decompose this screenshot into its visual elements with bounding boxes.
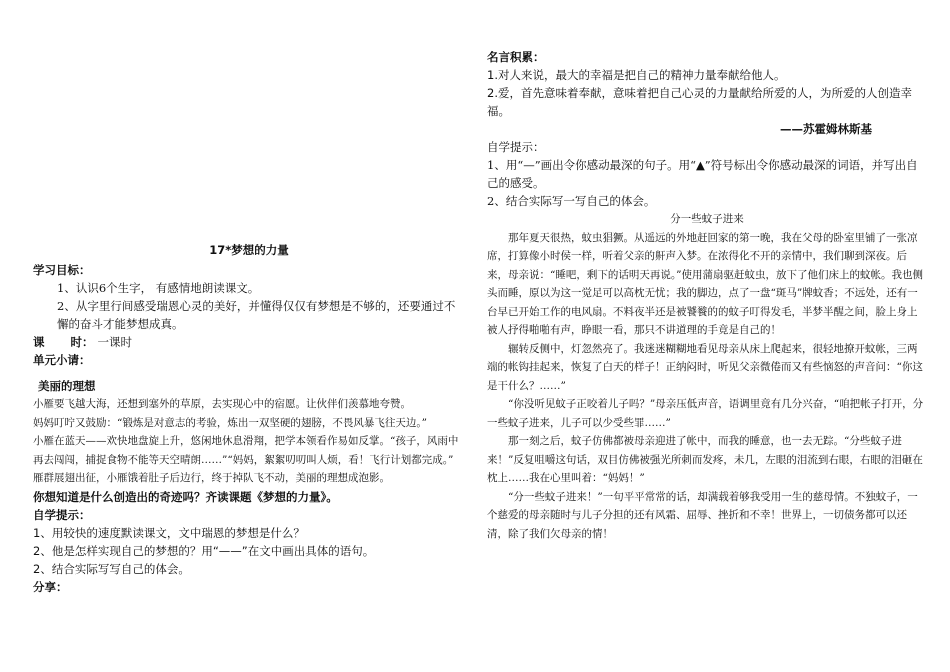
quotes-heading: 名言积累：: [487, 50, 545, 64]
essay-paragraph: “你没听见蚊子正咬着儿子吗？”母亲压低声音，语调里竟有几分兴奋，“咱把帐子打开，分一些蚊子进来，儿子可以少受些罪……”: [487, 398, 924, 429]
goals-heading: 学习目标：: [33, 263, 91, 277]
self-study-heading-right: 自学提示：: [487, 140, 545, 154]
lesson-time-label-b: 时：: [70, 335, 94, 349]
quote-1: 1.对人来说，最大的幸福是把自己的精神力量奉献给他人。: [487, 68, 786, 82]
tip-1-right: 1、用“—”画出令你感动最深的句子。用“▲”符号标出令你感动最深的词语，并写出自己的感受。: [487, 158, 918, 190]
right-column: [487, 48, 927, 543]
unit-heading: 单元小请：: [33, 353, 91, 367]
poem-stanza: 小雁要飞越大海，还想到塞外的草原，去实现心中的宿愿。让伙伴们羡慕地夸赞。: [33, 398, 411, 410]
tip-item: 2、结合实际写写自己的体会。: [33, 561, 190, 576]
tip-item: 2、他是怎样实现自己的梦想的？用“——”在文中画出具体的语句。: [33, 543, 375, 558]
lesson-time-value: 一课时: [97, 335, 133, 349]
tip-2-right: 2、结合实际写一写自己的体会。: [487, 194, 656, 208]
tip-item: 1、用较快的速度默读课文，文中瑞恩的梦想是什么？: [33, 525, 305, 540]
essay-paragraph: “分一些蚊子进来！”一句平平常常的话，却满载着够我受用一生的慈母情。不独蚊子，一个慈爱的母亲随时与儿子分担的还有风霜、屈辱、挫折和不幸！世界上，一切债务都可以还清，除了我们欠母亲的情！: [487, 490, 918, 540]
lesson-time-label-a: 课: [33, 335, 45, 349]
essay-paragraph: 那一刻之后，蚊子仿佛都被母亲迎进了帐中，而我的睡意，也一去无踪。“分些蚊子进来！”反复咀嚼这句话，双目仿佛被强光所刺而发疼，未几，左眼的泪流到右眼，右眼的泪砸在枕上……我在心里叫着：“妈妈！”: [487, 435, 923, 484]
self-study-heading: 自学提示：: [33, 507, 91, 522]
poem-stanza: 妈妈叮咛又鼓励：“锻炼是对意志的考验，炼出一双坚硬的翅膀，不畏风暴飞往天边。”: [33, 416, 427, 429]
intro-question: 你想知道是什么创造出的奇迹吗？齐读课题《梦想的力量》。: [33, 489, 338, 504]
essay-paragraph: 辗转反侧中，灯忽然亮了。我迷迷糊糊地看见母亲从床上爬起来，很轻地撩开蚊帐，三两端的帐钩挂起来，恢复了白天的样子！正纳闷时，听见父亲微倦而又有些恼怒的声音问：“你这是干什么？……”: [487, 342, 923, 392]
goal-1: 1、认识6个生字， 有感情地朗读课文。: [57, 281, 260, 295]
poem-title: 美丽的理想: [38, 379, 96, 393]
essay-title: 分一些蚊子进来: [670, 213, 744, 225]
share-heading: 分享：: [33, 579, 68, 594]
quote-attribution: ——苏霍姆林斯基: [780, 122, 872, 136]
poem-stanza: 雁群展翅出征，小雁饿着肚子后边行，终于掉队飞不动，美丽的理想成泡影。: [33, 472, 390, 484]
lesson-title: 17*梦想的力量: [209, 243, 289, 257]
goal-2: 2、从字里行间感受瑞恩心灵的美好，并懂得仅仅有梦想是不够的，还要通过不懈的奋斗才能梦想成真。: [57, 299, 456, 331]
left-column: [33, 241, 465, 596]
poem-stanza: 小雁在蓝天——欢快地盘旋上升，悠闲地休息滑翔，把学本领看作易如反掌。“孩子，风雨中再去闯闯，捕捉食物不能等天空晴朗……”“妈妈，絮絮叨叨叫人烦，看！飞行计划都完成。”: [33, 435, 459, 466]
quote-2: 2.爱，首先意味着奉献，意味着把自己心灵的力量献给所爱的人，为所爱的人创造幸福。: [487, 86, 912, 118]
essay-paragraph: 那年夏天很热，蚊虫猖獗。从遥远的外地赶回家的第一晚，我在父母的卧室里铺了一张凉席，打算像小时侯一样，听着父亲的鼾声入梦。在浓得化不开的亲情中，我们聊到深夜。后来，母亲说：“睡吧，剩下的话明天再说。”使用蒲扇驱赶蚊虫，放下了他们床上的蚊帐。我也侧头而睡，原以为这一觉足可以高枕无忧；我的脚边，点了一盘“斑马”牌蚊香；不远处，还有一台早已开始工作的电风扇。不料夜半还是被饕餮的的蚊子叮得发毛，半梦半醒之间，脸上身上被人抒得啪啪有声，睁眼一看，那只不讲道理的手竟是自己的！: [487, 231, 923, 336]
lesson-time: [33, 333, 465, 351]
